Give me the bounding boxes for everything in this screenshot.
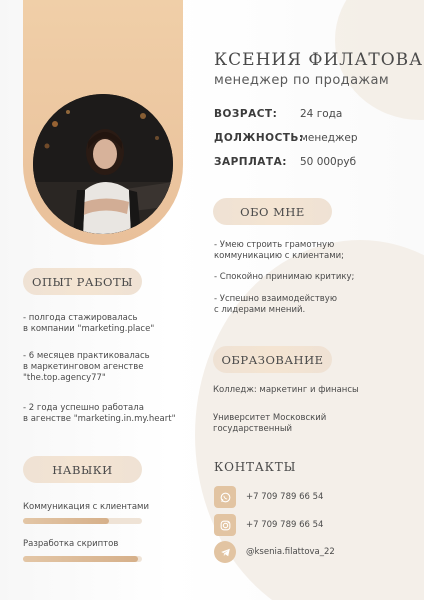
info-row-position xyxy=(214,132,358,144)
text-line: - полгода стажировалась xyxy=(23,313,138,323)
experience-item xyxy=(23,313,154,335)
telegram-icon xyxy=(214,541,236,563)
contact-text[interactable]: +7 709 789 66 54 xyxy=(246,520,324,530)
info-key: ЗАРПЛАТА: xyxy=(214,156,287,168)
text-line: в компании "marketing.place" xyxy=(23,324,155,334)
experience-heading: ОПЫТ РАБОТЫ xyxy=(23,268,142,295)
contact-instagram[interactable] xyxy=(214,514,414,536)
text-line: в агенстве "marketing.in.my.heart" xyxy=(23,414,176,424)
info-value: 24 года xyxy=(300,108,343,120)
info-key: ДОЛЖНОСТЬ: xyxy=(214,132,304,144)
contact-text[interactable]: +7 709 789 66 54 xyxy=(246,492,324,502)
skills-heading: НАВЫКИ xyxy=(23,456,142,483)
experience-item xyxy=(23,403,175,425)
about-heading: ОБО МНЕ xyxy=(213,198,332,225)
text-line: - Спокойно принимаю критику; xyxy=(214,272,355,282)
text-line: - Умею строить грамотную xyxy=(214,240,335,250)
about-item xyxy=(214,272,354,283)
person-role: менеджер по продажам xyxy=(214,73,390,88)
skill-bar xyxy=(23,556,142,562)
education-heading: ОБРАЗОВАНИЕ xyxy=(213,346,332,373)
contact-whatsapp[interactable] xyxy=(214,486,414,508)
text-line: Университет Московский xyxy=(213,413,327,423)
education-item xyxy=(213,413,326,435)
text-line: - 2 года успешно работала xyxy=(23,403,144,413)
experience-item xyxy=(23,351,150,384)
info-value: менеджер xyxy=(300,132,358,144)
instagram-icon xyxy=(214,514,236,536)
info-row-age xyxy=(214,108,343,120)
contact-text[interactable]: @ksenia.filattova_22 xyxy=(246,547,335,557)
text-line: - Успешно взаимодействую xyxy=(214,294,337,304)
whatsapp-icon xyxy=(214,486,236,508)
text-line: коммуникацию с клиентами; xyxy=(214,251,344,261)
text-line: с лидерами мнений. xyxy=(214,305,306,315)
skill-bar-fill xyxy=(23,556,138,562)
person-name: КСЕНИЯ ФИЛАТОВА xyxy=(214,50,423,70)
text-line: "the.top.agency77" xyxy=(23,373,106,383)
profile-photo xyxy=(33,94,173,234)
about-item xyxy=(214,294,337,316)
contact-telegram[interactable] xyxy=(214,541,414,563)
skill-bar-fill xyxy=(23,518,109,524)
skill-label: Разработка скриптов xyxy=(23,539,119,549)
info-key: ВОЗРАСТ: xyxy=(214,108,278,120)
contacts-heading: КОНТАКТЫ xyxy=(214,460,297,474)
text-line: - 6 месяцев практиковалась xyxy=(23,351,150,361)
info-row-salary xyxy=(214,156,357,168)
skill-bar xyxy=(23,518,142,524)
text-line: Колледж: маркетинг и финансы xyxy=(213,385,359,395)
skill-label: Коммуникация с клиентами xyxy=(23,502,149,512)
education-item xyxy=(213,385,359,396)
text-line: государственный xyxy=(213,424,293,434)
text-line: в маркетинговом агенстве xyxy=(23,362,144,372)
about-item xyxy=(214,240,344,262)
info-value: 50 000руб xyxy=(300,156,357,168)
